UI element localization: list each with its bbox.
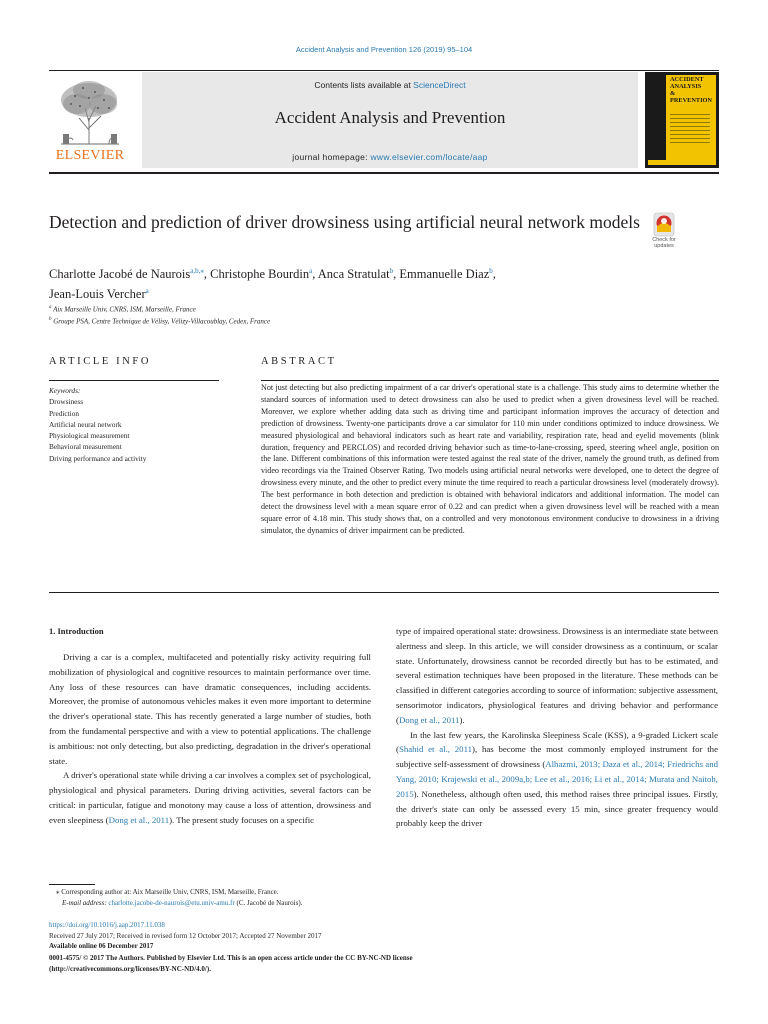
homepage-link[interactable]: www.elsevier.com/locate/aap — [370, 152, 488, 162]
journal-citation[interactable]: Accident Analysis and Prevention 126 (2019) 95–104 — [295, 45, 473, 54]
email-suffix: (C. Jacobé de Naurois). — [236, 899, 303, 907]
paragraph-text: ). Nonetheless, although often used, this method raises three principal issues. Firstly, the driver's state can only be assessed every 15 min, since greater frequency would probably keep the driver — [396, 788, 718, 829]
affiliation-mark: b — [49, 317, 52, 322]
citation-link[interactable]: Dong et al., 2011 — [108, 814, 170, 825]
citation-link[interactable]: Alhazmi, 2013; Daza et al., 2014; Friedrichs and Yang, 2010; Krajewski et al., 2009a,b; Lee et al., 2016; Li et al., 2014; Murata and Naitoh, 2015 — [396, 759, 718, 799]
header-rule-bottom — [49, 172, 719, 174]
corresponding-author-note: ⁎ Corresponding author at: Aix Marseille Univ, CNRS, ISM, Marseille, France. — [56, 888, 279, 896]
elsevier-tree-icon — [49, 78, 131, 146]
author-affiliation-mark[interactable]: a — [309, 267, 313, 275]
email-note — [62, 899, 302, 907]
author-name[interactable]: Jean-Louis Vercher — [49, 287, 146, 302]
paragraph-text: ). — [459, 714, 465, 725]
author-affiliation-mark[interactable]: b — [489, 267, 493, 275]
cover-title-line: ACCIDENT — [670, 76, 704, 83]
paragraph-text: ). The present study focuses on a specific — [169, 814, 315, 825]
author-name[interactable]: Emmanuelle Diaz — [399, 267, 490, 282]
license-url[interactable]: (http://creativecommons.org/licenses/BY-NC-ND/4.0/). — [49, 965, 211, 973]
keywords-label: Keywords: — [49, 386, 81, 395]
abstract-heading: ABSTRACT — [261, 356, 337, 367]
crossmark-icon — [645, 212, 683, 238]
footnote-rule — [49, 884, 95, 885]
affiliation-a — [49, 305, 196, 313]
abstract-rule — [261, 380, 719, 381]
author-affiliation-mark[interactable]: a,b,⁎ — [190, 267, 204, 275]
article-title: Detection and prediction of driver drowsiness using artificial neural network models — [49, 212, 640, 232]
keyword-item: Physiological measurement — [49, 431, 130, 441]
author-name[interactable]: Anca Stratulat — [317, 267, 390, 282]
author-name[interactable]: Christophe Bourdin — [210, 267, 310, 282]
body-column-right — [396, 624, 718, 831]
cover-strip — [648, 74, 666, 160]
author-list: Charlotte Jacobé de Naurois$^{a,b,⁎}$, Christophe Bourdin$^a$, Anca Stratulat$^b$, Emmanuelle Diaz$^b$, Jean-Louis Vercher$^a$ — [49, 267, 496, 302]
elsevier-wordmark: ELSEVIER — [55, 148, 125, 163]
paragraph: Driving a car is a complex, multifaceted and potentially risky activity requiring full mobilization of physiological and cognitive resources to maintain performance over time. Any loss of these resources can have dramatic consequences, including accidents. Moreover, the promise of autonomous vehicles makes it even more important to determine the driver's operational state. This has recently generated a large number of studies, both from the fundamental perspective and with a view to potential applications. The challenge is ambitious: not only detecting, but also predicting, degradation in the driver's operational state. — [49, 652, 371, 766]
paragraph-text: A driver's operational state while driving a car involves a complex set of psychological, physiological and physical parameters. During driving activities, several factors can be critical: in particular, fatigue and monotony may cause a loss of attention, drowsiness and even sleepiness ( — [49, 770, 371, 825]
keyword-item: Artificial neural network — [49, 419, 122, 429]
received-dates: Received 27 July 2017; Received in revised form 12 October 2017; Accepted 27 November 2017 — [49, 932, 322, 940]
elsevier-logo — [49, 78, 131, 164]
cover-title-line: ANALYSIS — [670, 83, 702, 90]
crossmark-label: Check for updates — [652, 237, 676, 249]
available-online: Available online 06 December 2017 — [49, 942, 154, 950]
affiliation-text: Aix Marseille Univ, CNRS, ISM, Marseille, France — [53, 305, 196, 314]
crossmark-badge[interactable] — [645, 212, 683, 254]
abstract-text: Not just detecting but also predicting impairment of a car driver's operational state is a challenge. This study aims to determine whether the standard sources of information used to detect drowsiness can also be used to predict when a given drowsiness level will be reached. Moreover, we explore whether adding data such as driving time and participant information improves the accuracy of detection and prediction of drowsiness. Twenty-one participants drove a car simulator for 110 min under conditions optimized to induce drowsiness. We measured physiological and behavioral indicators such as heart rate and variability, respiration rate, head and eyelid movements (blink duration, frequency and PERCLOS) and recorded driving behavior such as time-to-lane-crossing, speed, steering wheel angle, position on the lane. Different combinations of this information were tested against the real state of the driver, namely the ground truth, as defined from video recordings via the Trained Observer Rating. Two models using artificial neural networks were developed, one to detect the degree of drowsiness every minute, and the other to predict every minute the time required to reach a particular drowsiness level (moderately drowsy). The best performance in both detection and prediction is obtained with behavioral indicators and additional information. The model can detect the drowsiness level with a mean square error of 0.22 and can predict when a given drowsiness level will be reached with a mean square error of 4.18 min. This study shows that, on a controlled and very monotonous environment conducive to drowsiness in a driving simulator, the dynamics of driver impairment can be predicted. — [261, 383, 719, 535]
author-name[interactable]: Charlotte Jacobé de Naurois — [49, 267, 191, 282]
header-rule-top — [49, 70, 719, 71]
paragraph-text: ), has become the most commonly employed instrument for the subjective self-assessment of drowsiness ( — [396, 744, 718, 770]
sciencedirect-link[interactable]: ScienceDirect — [413, 80, 466, 90]
keywords-list — [49, 385, 146, 464]
journal-title: Accident Analysis and Prevention — [274, 108, 506, 127]
citation-link[interactable]: Dong et al., 2011 — [398, 714, 460, 725]
email-label: E-mail address: — [62, 899, 107, 907]
affiliation-text: Groupe PSA, Centre Technique de Vélisy, Vélizy-Villacoublay, Cedex, France — [53, 317, 271, 326]
section-divider — [49, 592, 719, 593]
body-column-left — [49, 650, 371, 828]
keyword-item: Driving performance and activity — [49, 453, 147, 463]
journal-cover-thumbnail[interactable] — [645, 72, 719, 168]
paragraph-text: type of impaired operational state: drowsiness. Drowsiness is an intermediate state between alertness and sleep. In this article, we will consider drowsiness as a continuum, or scalar state. Unfortunately, drowsiness cannot be recorded directly but has to be estimated, and several estimation techniques have been proposed in the literature. These methods can be classified in different categories according to source of information: subjective assessment, sensorimotor indicators, physiological features and driving behavior and performance ( — [396, 626, 718, 725]
author-affiliation-mark[interactable]: b — [389, 267, 394, 275]
affiliation-b — [49, 317, 270, 325]
homepage-line — [142, 152, 638, 162]
keyword-item: Prediction — [49, 408, 79, 418]
keyword-item: Drowsiness — [49, 397, 84, 407]
contents-prefix: Contents lists available at — [314, 80, 411, 90]
citation-link[interactable]: Shahid et al., 2011 — [398, 744, 473, 755]
keyword-item: Behavioral measurement — [49, 442, 122, 452]
article-info-heading: ARTICLE INFO — [49, 356, 152, 367]
email-link[interactable]: charlotte.jacobe-de-naurois@etu.univ-amu.fr — [108, 899, 235, 907]
license-line: 0001-4575/ © 2017 The Authors. Published by Elsevier Ltd. This is an open access article under the CC BY-NC-ND license — [49, 954, 413, 962]
paragraph — [396, 624, 718, 728]
paragraph — [49, 768, 371, 827]
affiliation-mark: a — [49, 305, 52, 310]
cover-title-line: & — [670, 90, 676, 97]
author-affiliation-mark[interactable]: a — [145, 287, 149, 296]
article-info-rule — [49, 380, 219, 381]
cover-title — [670, 76, 712, 104]
doi-link[interactable]: https://doi.org/10.1016/j.aap.2017.11.038 — [49, 921, 165, 929]
cover-title-line: PREVENTION — [670, 97, 712, 104]
contents-line — [142, 80, 638, 90]
section-heading-introduction: 1. Introduction — [49, 626, 104, 636]
cover-text-lines — [670, 114, 710, 146]
paragraph — [396, 728, 718, 832]
homepage-prefix: journal homepage: — [292, 152, 368, 162]
paragraph-text: In the last few years, the Karolinska Sleepiness Scale (KSS), a 9-graded Lickert scale ( — [396, 729, 718, 755]
